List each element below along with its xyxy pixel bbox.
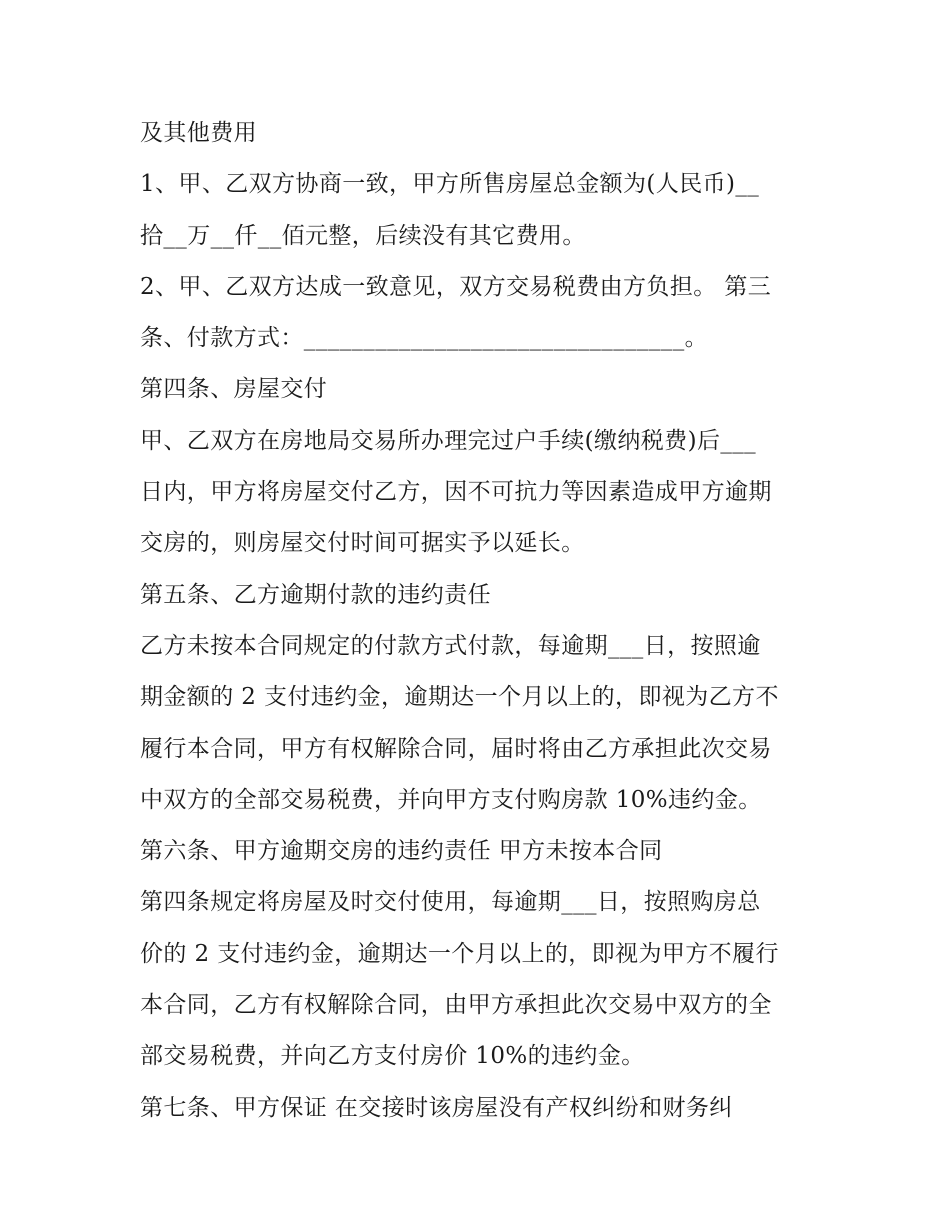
- text-line: 交房的，则房屋交付时间可据实予以延长。: [140, 530, 585, 557]
- document-body: [140, 108, 830, 1134]
- text-line: 第四条规定将房屋及时交付使用，每逾期___日，按照购房总: [140, 889, 761, 916]
- text-line: 价的 2 支付违约金，逾期达一个月以上的，即视为甲方不履行: [140, 940, 779, 967]
- text-line: 甲、乙双方在房地局交易所办理完过户手续(缴纳税费)后___: [140, 427, 757, 454]
- text-line: 日内，甲方将房屋交付乙方，因不可抗力等因素造成甲方逾期: [140, 479, 772, 506]
- text-line: 期金额的 2 支付违约金，逾期达一个月以上的，即视为乙方不: [140, 684, 779, 711]
- text-line: 2、甲、乙双方达成一致意见，双方交易税费由方负担。 第三: [140, 273, 772, 300]
- text-line: 部交易税费，并向乙方支付房价 10%的违约金。: [140, 1043, 645, 1070]
- text-line: 条、付款方式：________________________________。: [140, 325, 708, 352]
- text-line: 拾__万__仟__佰元整，后续没有其它费用。: [140, 222, 586, 249]
- text-line: 履行本合同，甲方有权解除合同，届时将由乙方承担此次交易: [140, 735, 772, 762]
- section-heading: 第五条、乙方逾期付款的违约责任: [140, 581, 491, 608]
- section-heading: 第四条、房屋交付: [140, 376, 328, 403]
- text-line: 本合同，乙方有权解除合同，由甲方承担此次交易中双方的全: [140, 992, 772, 1019]
- text-line: 及其他费用: [140, 120, 257, 146]
- text-line: 1、甲、乙双方协商一致，甲方所售房屋总金额为(人民币)__: [140, 171, 760, 198]
- section-heading: 第六条、甲方逾期交房的违约责任 甲方未按本合同: [140, 838, 663, 865]
- section-heading: 第七条、甲方保证 在交接时该房屋没有产权纠纷和财务纠: [140, 1094, 733, 1121]
- text-line: 中双方的全部交易税费，并向甲方支付购房款 10%违约金。: [140, 786, 762, 813]
- text-line: 乙方未按本合同规定的付款方式付款，每逾期___日，按照逾: [140, 632, 761, 659]
